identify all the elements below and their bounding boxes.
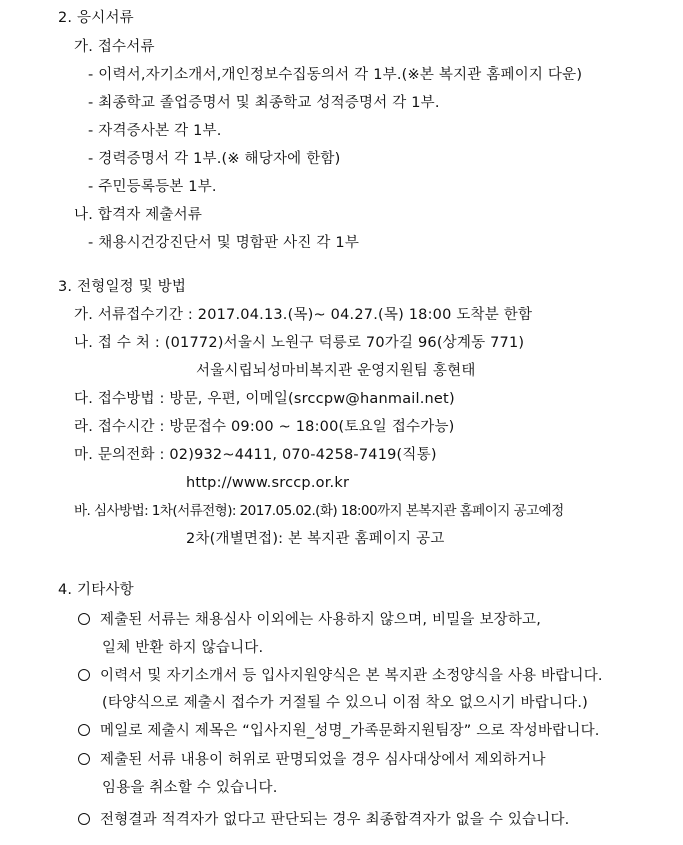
schedule-line: 2차(개별면접): 본 복지관 홈페이지 공고 bbox=[186, 531, 445, 547]
note-continuation: (타양식으로 제출시 접수가 거절될 수 있으니 이점 착오 없으시기 바랍니다.) bbox=[102, 695, 589, 711]
schedule-line: 다. 접수방법 : 방문, 우편, 이메일(srccpw@hanmail.net) bbox=[74, 391, 455, 407]
document-item: - 최종학교 졸업증명서 및 최종학교 성적증명서 각 1부. bbox=[88, 95, 440, 111]
schedule-line: 마. 문의전화 : 02)932~4411, 070-4258-7419(직통) bbox=[74, 447, 437, 463]
circle-bullet-icon bbox=[78, 724, 90, 736]
subsection-na-label: 나. 합격자 제출서류 bbox=[74, 207, 203, 223]
note-item: 이력서 및 자기소개서 등 입사지원양식은 본 복지관 소정양식을 사용 바랍니다. bbox=[78, 666, 603, 686]
schedule-line: 바. 심사방법: 1차(서류전형): 2017.05.02.(화) 18:00까지 본복지관 홈페이지 공고예정 bbox=[74, 503, 564, 519]
document-item: - 주민등록등본 1부. bbox=[88, 179, 217, 195]
circle-bullet-icon bbox=[78, 753, 90, 765]
note-continuation: 임용을 취소할 수 있습니다. bbox=[102, 780, 278, 796]
note-continuation: 일체 반환 하지 않습니다. bbox=[102, 640, 264, 656]
document-item: - 경력증명서 각 1부.(※ 해당자에 한함) bbox=[88, 151, 341, 167]
circle-bullet-icon bbox=[78, 669, 90, 681]
document-item: - 자격증사본 각 1부. bbox=[88, 123, 222, 139]
document-item: - 채용시건강진단서 및 명함판 사진 각 1부 bbox=[88, 235, 360, 251]
website-link[interactable]: http://www.srccp.or.kr bbox=[186, 475, 350, 491]
note-item: 메일로 제출시 제목은 “입사지원_성명_가족문화지원팀장” 으로 작성바랍니다. bbox=[78, 721, 600, 741]
note-item: 전형결과 적격자가 없다고 판단되는 경우 최종합격자가 없을 수 있습니다. bbox=[78, 810, 570, 830]
circle-bullet-icon bbox=[78, 613, 90, 625]
document-item: - 이력서,자기소개서,개인정보수집동의서 각 1부.(※본 복지관 홈페이지 다운) bbox=[88, 67, 583, 83]
section-3-title: 3. 전형일정 및 방법 bbox=[58, 279, 187, 295]
circle-bullet-icon bbox=[78, 813, 90, 825]
note-item: 제출된 서류 내용이 허위로 판명되었을 경우 심사대상에서 제외하거나 bbox=[78, 750, 546, 770]
section-2-title: 2. 응시서류 bbox=[58, 10, 134, 26]
subsection-ga-label: 가. 접수서류 bbox=[74, 39, 155, 55]
schedule-line: 라. 접수시간 : 방문접수 09:00 ~ 18:00(토요일 접수가능) bbox=[74, 419, 455, 435]
schedule-line: 가. 서류접수기간 : 2017.04.13.(목)~ 04.27.(목) 18:00 도착분 한함 bbox=[74, 307, 533, 323]
section-4-title: 4. 기타사항 bbox=[58, 582, 134, 598]
schedule-line: 나. 접 수 처 : (01772)서울시 노원구 덕릉로 70가길 96(상계동 771) bbox=[74, 335, 525, 351]
note-item: 제출된 서류는 채용심사 이외에는 사용하지 않으며, 비밀을 보장하고, bbox=[78, 610, 541, 630]
schedule-line: 서울시립뇌성마비복지관 운영지원팀 홍현태 bbox=[196, 363, 476, 379]
